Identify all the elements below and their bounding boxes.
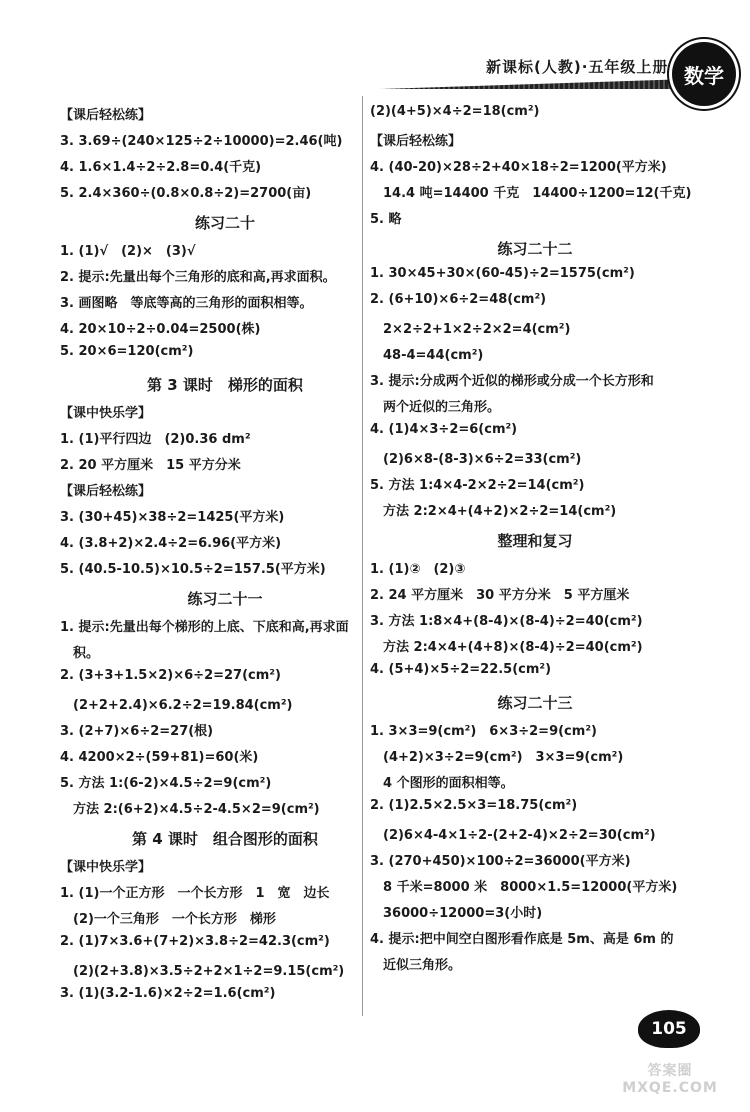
answer-line: 4. 提示:把中间空白图形看作底是 5m、高是 6m 的 [370,932,674,947]
answer-line: 1. (1)一个正方形 一个长方形 1 宽 边长 [60,886,330,901]
answer-line: 方法 2:4×4+(4+8)×(8-4)÷2=40(cm²) [370,640,643,655]
answer-line: 3. (30+45)×38÷2=1425(平方米) [60,510,285,525]
answer-line: 3. (270+450)×100÷2=36000(平方米) [370,854,631,869]
answer-line: 1. 3×3=9(cm²) 6×3÷2=9(cm²) [370,724,597,739]
answer-line: 4. 20×10÷2÷0.04=2500(株) [60,322,261,337]
answer-line: (2)(2+3.8)×3.5÷2+2×1÷2=9.15(cm²) [60,964,345,979]
answer-line: 4 个图形的面积相等。 [370,776,514,791]
answer-line: 5. 20×6=120(cm²) [60,344,194,359]
answer-line: 1. (1)平行四边 (2)0.36 dm² [60,432,251,447]
answer-line: 2. (6+10)×6÷2=48(cm²) [370,292,547,307]
answer-line: 2. (1)2.5×2.5×3=18.75(cm²) [370,798,578,813]
answer-line: 14.4 吨=14400 千克 14400÷1200=12(千克) [370,186,692,201]
answer-line: (2+2+2.4)×6.2÷2=19.84(cm²) [60,698,293,713]
header-title: 新课标(人教)·五年级上册 [486,58,669,76]
answer-line: (2)6×8-(8-3)×6÷2=33(cm²) [370,452,582,467]
answer-line: 4. (5+4)×5÷2=22.5(cm²) [370,662,552,677]
answer-line: 【课后轻松练】 [60,108,152,123]
answer-line: 2×2÷2+1×2÷2×2=4(cm²) [370,322,571,337]
answer-line: 5. 方法 1:4×4-2×2÷2=14(cm²) [370,478,585,493]
answer-line: 3. 提示:分成两个近似的梯形或分成一个长方形和 [370,374,654,389]
answer-line: 1. (1)② (2)③ [370,562,466,577]
section-heading: 第 3 课时 梯形的面积 [147,376,303,394]
answer-line: 3. 3.69÷(240×125÷2÷10000)=2.46(吨) [60,134,343,149]
section-heading: 第 4 课时 组合图形的面积 [132,830,318,848]
answer-line: (2)(4+5)×4÷2=18(cm²) [370,104,540,119]
column-divider [362,96,363,1016]
answer-line: 方法 2:2×4+(4+2)×2÷2=14(cm²) [370,504,617,519]
answer-line: 3. 方法 1:8×4+(8-4)×(8-4)÷2=40(cm²) [370,614,643,629]
page-number: 105 [638,1010,700,1048]
answer-line: 36000÷12000=3(小时) [370,906,543,921]
section-heading: 整理和复习 [497,532,573,550]
answer-line: 2. (1)7×3.6+(7+2)×3.8÷2=42.3(cm²) [60,934,330,949]
answer-line: 【课中快乐学】 [60,406,152,421]
answer-line: 2. 20 平方厘米 15 平方分米 [60,458,241,473]
answer-line: (2)6×4-4×1÷2-(2+2-4)×2÷2=30(cm²) [370,828,656,843]
section-heading: 练习二十三 [497,694,573,712]
answer-line: 2. 提示:先量出每个三角形的底和高,再求面积。 [60,270,336,285]
answer-line: 4. (40-20)×28÷2+40×18÷2=1200(平方米) [370,160,667,175]
answer-line: 3. (1)(3.2-1.6)×2÷2=1.6(cm²) [60,986,276,1001]
answer-line: 2. (3+3+1.5×2)×6÷2=27(cm²) [60,668,281,683]
header-rule [380,79,690,89]
answer-line: 5. 方法 1:(6-2)×4.5÷2=9(cm²) [60,776,272,791]
subject-badge [672,42,736,106]
answer-line: 两个近似的三角形。 [370,400,501,415]
answer-line: 积。 [60,646,100,661]
answer-line: 5. 略 [370,212,402,227]
answer-line: 2. 24 平方厘米 30 平方分米 5 平方厘米 [370,588,630,603]
answer-line: (4+2)×3÷2=9(cm²) 3×3=9(cm²) [370,750,624,765]
answer-line: 【课中快乐学】 [60,860,152,875]
subject-badge-label: 数学 [684,63,724,88]
answer-line: 4. (1)4×3÷2=6(cm²) [370,422,518,437]
answer-line: 3. (2+7)×6÷2=27(根) [60,724,214,739]
answer-line: (2)一个三角形 一个长方形 梯形 [60,912,276,927]
answer-line: 【课后轻松练】 [60,484,152,499]
answer-line: 4. (3.8+2)×2.4÷2=6.96(平方米) [60,536,282,551]
answer-line: 5. (40.5-10.5)×10.5÷2=157.5(平方米) [60,562,326,577]
answer-line: 4. 1.6×1.4÷2÷2.8=0.4(千克) [60,160,262,175]
answer-line: 1. 30×45+30×(60-45)÷2=1575(cm²) [370,266,635,281]
answer-line: 近似三角形。 [370,958,462,973]
answer-line: 4. 4200×2÷(59+81)=60(米) [60,750,259,765]
answer-line: 5. 2.4×360÷(0.8×0.8÷2)=2700(亩) [60,186,312,201]
answer-line: 3. 画图略 等底等高的三角形的面积相等。 [60,296,313,311]
answer-line: 8 千米=8000 米 8000×1.5=12000(平方米) [370,880,678,895]
answer-line: 1. 提示:先量出每个梯形的上底、下底和高,再求面 [60,620,349,635]
watermark: 答案圈 MXQE.COM [622,1063,718,1096]
section-heading: 练习二十一 [187,590,263,608]
answer-line: 方法 2:(6+2)×4.5÷2-4.5×2=9(cm²) [60,802,320,817]
answer-line: 【课后轻松练】 [370,134,462,149]
answer-line: 1. (1)√ (2)× (3)√ [60,244,196,259]
section-heading: 练习二十 [194,214,255,232]
answer-line: 48-4=44(cm²) [370,348,484,363]
section-heading: 练习二十二 [497,240,573,258]
